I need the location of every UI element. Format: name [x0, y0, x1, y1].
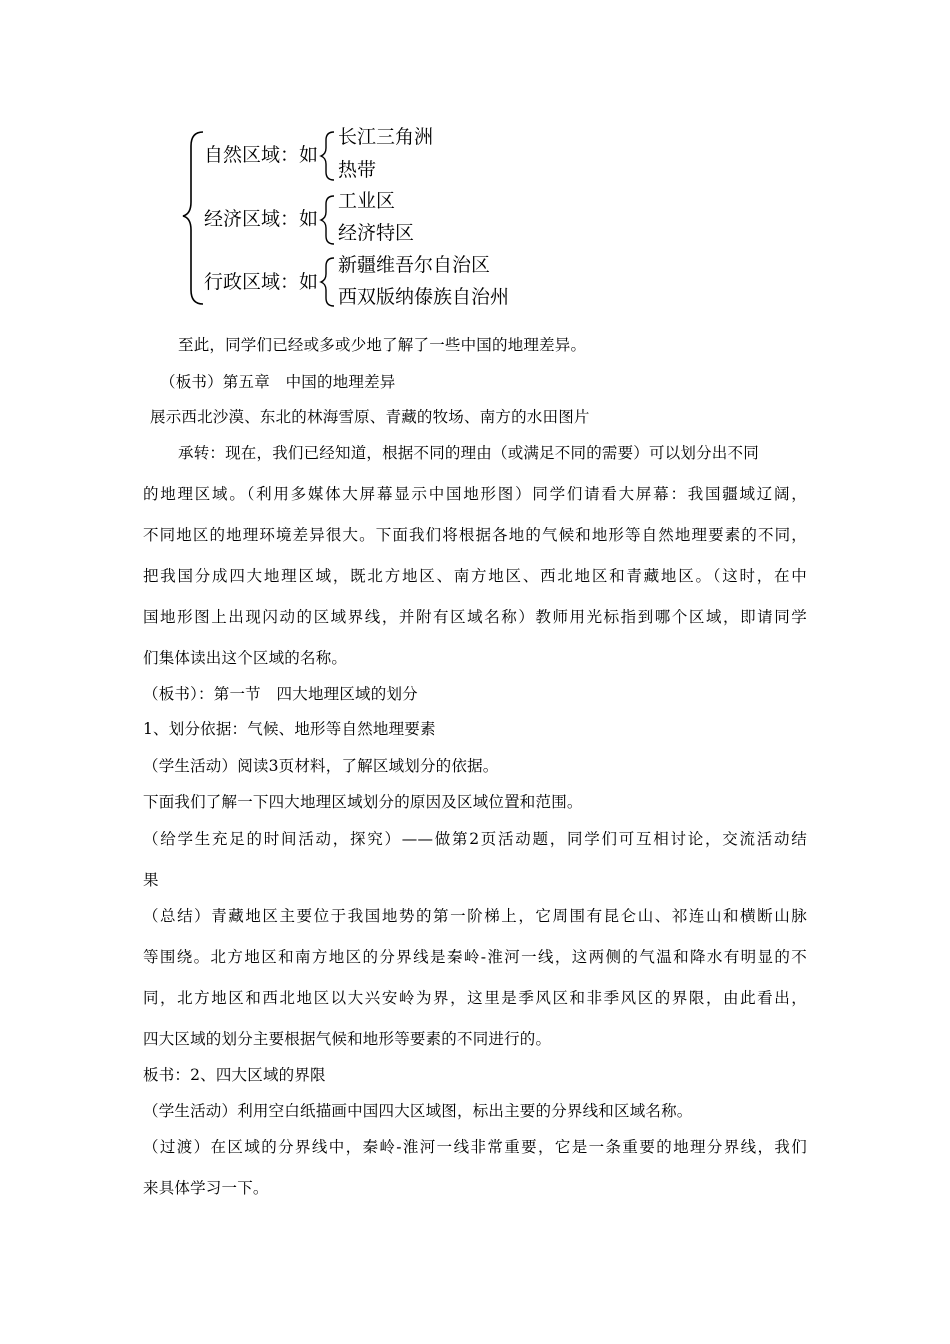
paragraph-line: （总结）青藏地区主要位于我国地势的第一阶梯上，它周围有昆仑山、祁连山和横断山脉 [143, 907, 807, 925]
paragraph-line: （给学生充足的时间活动，探究）——做第2页活动题，同学们可互相讨论，交流活动结 [143, 830, 807, 848]
paragraph-line: 至此，同学们已经或多或少地了解了一些中国的地理差异。 [178, 336, 587, 354]
group-label-economic: 经济区域：如 [204, 208, 319, 230]
group-label-administrative: 行政区域：如 [204, 271, 319, 293]
paragraph-line: 来具体学习一下。 [143, 1179, 269, 1197]
paragraph-line: 板书：2、四大区域的界限 [143, 1066, 326, 1084]
paragraph-line: 承转：现在，我们已经知道，根据不同的理由（或满足不同的需要）可以划分出不同 [178, 444, 759, 462]
paragraph-line: 的地理区域。（利用多媒体大屏幕显示中国地形图）同学们请看大屏幕：我国疆域辽阔， [143, 485, 807, 503]
paragraph-line: 们集体读出这个区域的名称。 [143, 649, 348, 667]
paragraph-line: 国地形图上出现闪动的区域界线，并附有区域名称）教师用光标指到哪个区域，即请同学 [143, 608, 807, 626]
paragraph-line: （板书）第五章 中国的地理差异 [160, 373, 396, 391]
paragraph-line: 等围绕。北方地区和南方地区的分界线是秦岭-淮河一线，这两侧的气温和降水有明显的不 [143, 948, 807, 966]
group-label-natural: 自然区域：如 [204, 144, 319, 166]
paragraph-line: 四大区域的划分主要根据气候和地形等要素的不同进行的。 [143, 1030, 552, 1048]
main-brace [183, 132, 203, 304]
paragraph-line: （过渡）在区域的分界线中，秦岭-淮河一线非常重要，它是一条重要的地理分界线，我们 [143, 1138, 807, 1156]
brace-natural [321, 132, 334, 180]
paragraph-line: 同，北方地区和西北地区以大兴安岭为界，这里是季风区和非季风区的界限，由此看出， [143, 989, 807, 1007]
group-item: 长江三角洲 [338, 126, 434, 148]
group-item: 西双版纳傣族自治州 [338, 286, 510, 308]
group-item: 热带 [338, 159, 377, 181]
group-item: 经济特区 [338, 222, 415, 244]
paragraph-line: 展示西北沙漠、东北的林海雪原、青藏的牧场、南方的水田图片 [150, 408, 590, 426]
group-item: 新疆维吾尔自治区 [338, 254, 491, 276]
brace-economic [321, 196, 334, 244]
paragraph-line: （学生活动）阅读3页材料，了解区域划分的依据。 [143, 757, 499, 775]
paragraph-line: 下面我们了解一下四大地理区域划分的原因及区域位置和范围。 [143, 793, 583, 811]
region-classification-diagram [0, 0, 950, 320]
paragraph-line: 果 [143, 871, 159, 889]
paragraph-line: 不同地区的地理环境差异很大。下面我们将根据各地的气候和地形等自然地理要素的不同， [143, 526, 807, 544]
brace-administrative [321, 258, 334, 306]
paragraph-line: （板书）：第一节 四大地理区域的划分 [143, 685, 418, 703]
group-item: 工业区 [338, 190, 396, 212]
paragraph-line: （学生活动）利用空白纸描画中国四大区域图，标出主要的分界线和区域名称。 [143, 1102, 693, 1120]
paragraph-line: 把我国分成四大地理区域，既北方地区、南方地区、西北地区和青藏地区。（这时，在中 [143, 567, 807, 585]
paragraph-line: 1、划分依据：气候、地形等自然地理要素 [143, 720, 436, 738]
